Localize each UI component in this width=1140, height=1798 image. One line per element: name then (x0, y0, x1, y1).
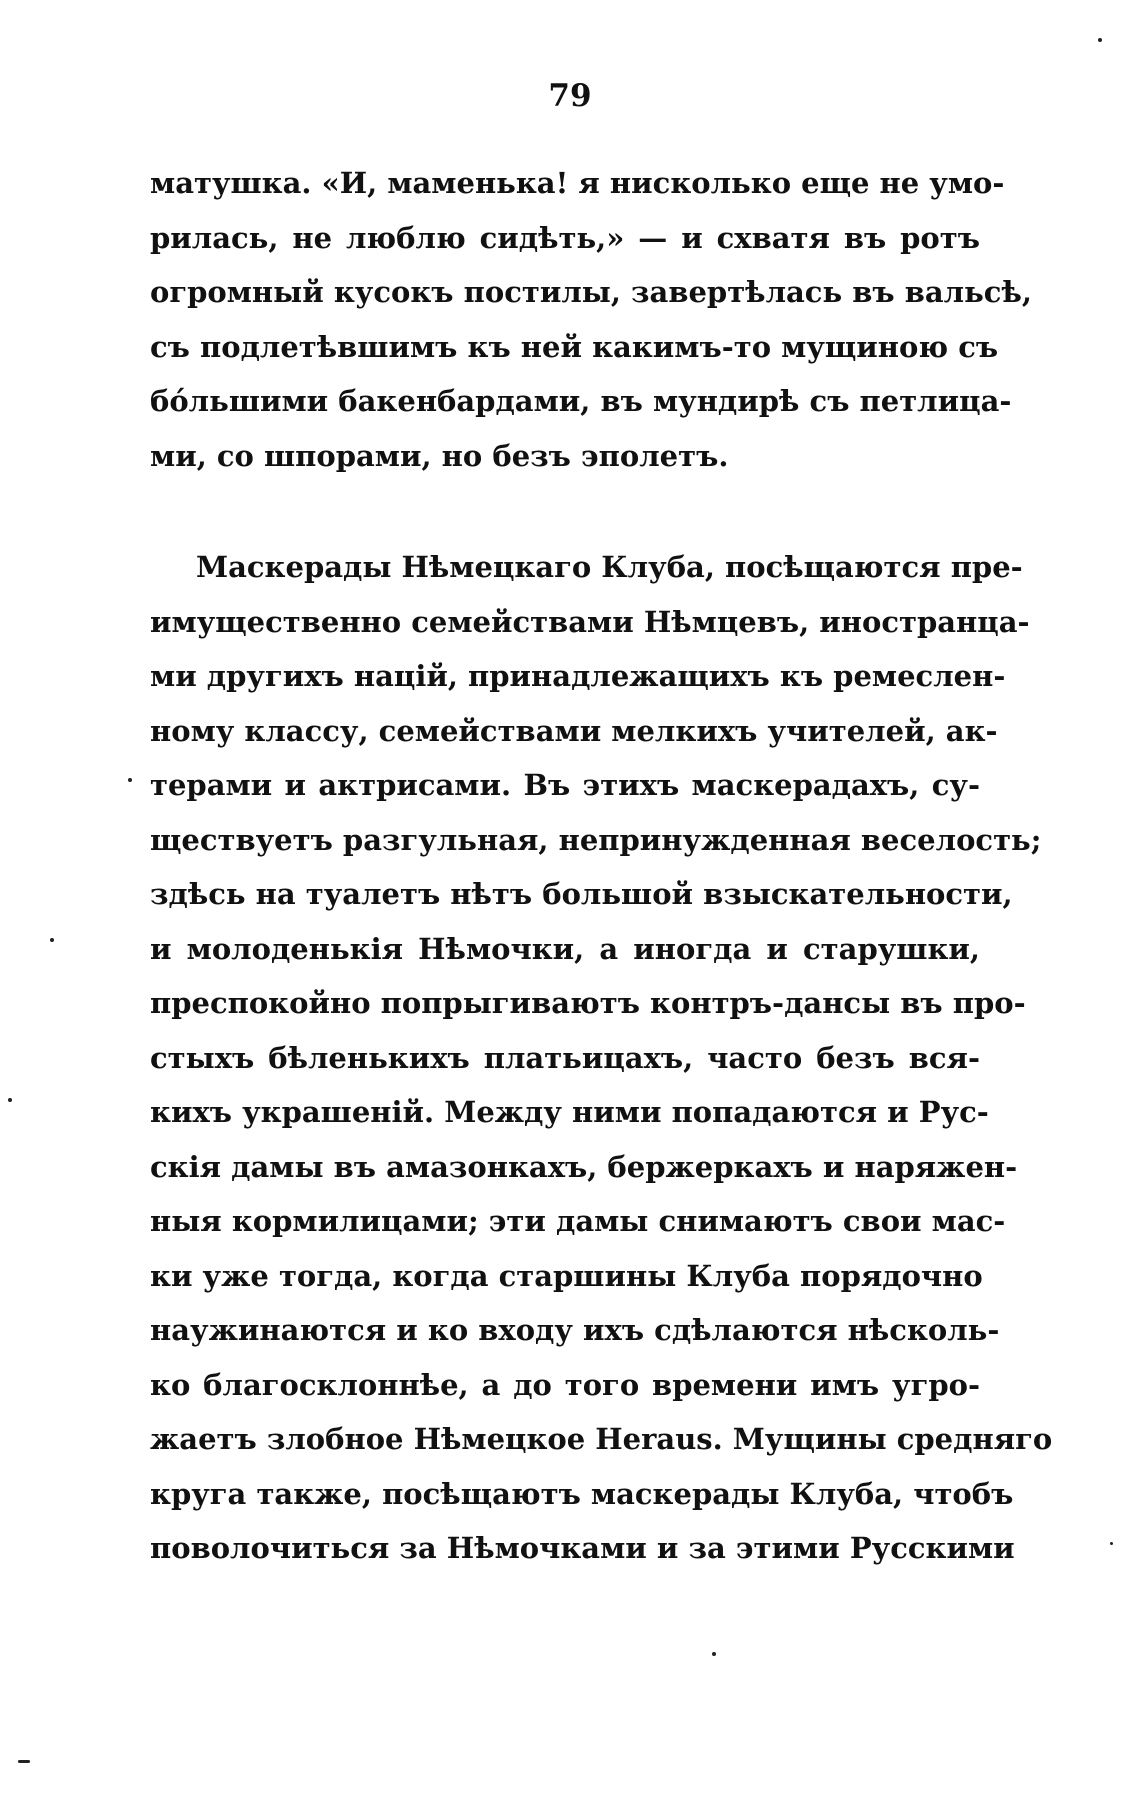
text-line: имущественно семействами Нѣмцевъ, иностранца- (150, 604, 1030, 639)
scan-speck (128, 778, 132, 782)
scan-speck (18, 1760, 30, 1763)
text-line: терами и актрисами. Въ этихъ маскерадахъ, су- (150, 768, 980, 802)
text-line: ному классу, семействами мелкихъ учителей, ак- (150, 713, 998, 748)
text-line: Маскерады Нѣмецкаго Клуба, посѣщаются пре- (196, 550, 1023, 584)
paragraph-2 (150, 540, 1053, 1576)
text-line: наужинаются и ко входу ихъ сдѣлаются нѣсколь- (150, 1313, 1000, 1347)
page-number: 79 (548, 78, 592, 114)
text-line: стыхъ бѣленькихъ платьицахъ, часто безъ вся- (150, 1040, 980, 1075)
text-line: ныя кормилицами; эти дамы снимаютъ свои мас- (150, 1204, 1006, 1238)
text-line: ми другихъ націй, принадлежащихъ къ ремеслен- (150, 659, 1006, 693)
scan-speck (50, 938, 54, 942)
text-line: поволочиться за Нѣмочками и за этими Русскими (150, 1531, 1015, 1565)
text-line: ки уже тогда, когда старшины Клуба порядочно (150, 1258, 983, 1293)
text-line: рилась, не люблю сидѣть,» — и схватя въ ротъ (150, 220, 980, 255)
scan-speck (712, 1652, 716, 1656)
paragraph-1 (150, 156, 1032, 483)
text-line: матушка. «И, маменька! я нисколько еще не умо- (150, 166, 1005, 200)
text-line: съ подлетѣвшимъ къ ней какимъ-то мущиною съ (150, 329, 999, 364)
text-line: ми, со шпорами, но безъ эполетъ. (150, 438, 729, 473)
scan-speck (1098, 38, 1102, 42)
text-line: ществуетъ разгульная, непринужденная веселость; (150, 822, 1042, 857)
text-line: ко благосклоннѣе, а до того времени имъ угро- (150, 1367, 980, 1402)
scan-speck (1110, 1542, 1113, 1545)
text-line: здѣсь на туалетъ нѣтъ большой взыскательности, (150, 877, 1013, 911)
text-line: круга также, посѣщаютъ маскерады Клуба, чтобъ (150, 1476, 1014, 1511)
text-line: преспокойно попрыгиваютъ контръ-дансы въ про- (150, 986, 1026, 1020)
scan-speck (8, 1098, 12, 1102)
text-line: и молоденькія Нѣмочки, а иногда и старушки, (150, 931, 980, 966)
text-line: бóльшими бакенбардами, въ мундирѣ съ петлица- (150, 384, 1012, 418)
text-line: скія дамы въ амазонкахъ, бержеркахъ и наряжен- (150, 1149, 1018, 1184)
text-line: жаетъ злобное Нѣмецкое Heraus. Мущины средняго (150, 1422, 1053, 1456)
text-line: кихъ украшеній. Между ними попадаются и Рус- (150, 1095, 989, 1129)
text-line: огромный кусокъ постилы, завертѣлась въ вальсѣ, (150, 275, 1032, 309)
